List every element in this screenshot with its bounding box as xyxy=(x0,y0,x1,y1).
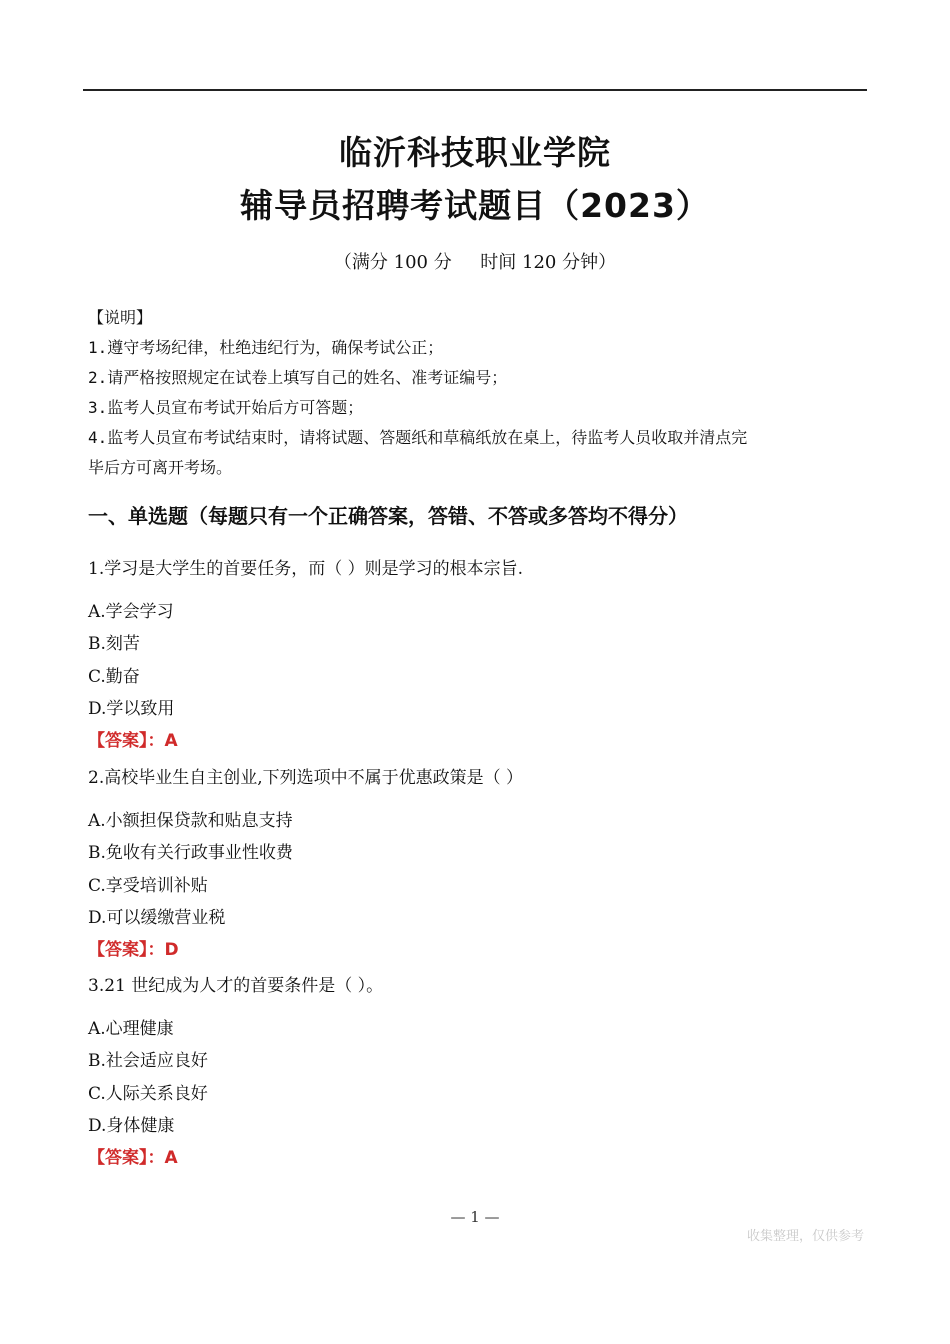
answer-label: 【答案】：A xyxy=(88,730,178,751)
question-stem: 3.21 世纪成为人才的首要条件是（ ）。 xyxy=(88,976,384,996)
instruction-item: 4.监考人员宣布考试结束时，请将试题、答题纸和草稿纸放在桌上，待监考人员收取并清点完 xyxy=(88,428,748,447)
instruction-item: 2.请严格按照规定在试卷上填写自己的姓名、准考证编号； xyxy=(88,368,508,387)
exam-subtitle: （满分 100 分 时间 120 分钟） xyxy=(333,252,617,273)
question-block xyxy=(88,553,868,756)
page-title-line2: 辅导员招聘考试题目（2023） xyxy=(240,186,710,225)
instruction-item: 3.监考人员宣布考试开始后方可答题； xyxy=(88,398,364,417)
page-number: — 1 — xyxy=(450,1208,500,1226)
option-b: B.社会适应良好 xyxy=(88,1051,208,1071)
option-a: A.小额担保贷款和贴息支持 xyxy=(88,810,293,831)
instructions xyxy=(88,303,868,483)
instruction-item: 1.遵守考场纪律，杜绝违纪行为，确保考试公正； xyxy=(88,338,444,357)
question-stem: 1.学习是大学生的首要任务，而（ ）则是学习的根本宗旨. xyxy=(88,559,524,579)
watermark-text: 收集整理，仅供参考 xyxy=(746,1229,864,1244)
option-a: A.心理健康 xyxy=(88,1018,174,1039)
option-d: D.可以缓缴营业税 xyxy=(88,908,226,928)
option-b: B.刻苦 xyxy=(88,634,140,654)
answer-label: 【答案】：D xyxy=(88,939,179,960)
option-c: C.人际关系良好 xyxy=(88,1083,208,1104)
answer-label: 【答案】：A xyxy=(88,1147,178,1168)
option-a: A.学会学习 xyxy=(88,601,174,622)
option-b: B.免收有关行政事业性收费 xyxy=(88,843,293,863)
question-stem: 2.高校毕业生自主创业,下列选项中不属于优惠政策是（ ） xyxy=(88,768,524,788)
option-d: D.身体健康 xyxy=(88,1116,175,1136)
page-title-line1: 临沂科技职业学院 xyxy=(339,133,611,172)
header-rule xyxy=(83,89,867,91)
question-block xyxy=(88,970,868,1173)
option-c: C.勤奋 xyxy=(88,666,140,687)
instructions-heading: 【说明】 xyxy=(88,308,153,327)
section-title: 一、单选题（每题只有一个正确答案，答错、不答或多答均不得分） xyxy=(88,504,688,528)
question-block xyxy=(88,762,868,965)
instruction-item: 毕后方可离开考场。 xyxy=(88,458,233,477)
option-c: C.享受培训补贴 xyxy=(88,875,208,896)
option-d: D.学以致用 xyxy=(88,699,175,719)
